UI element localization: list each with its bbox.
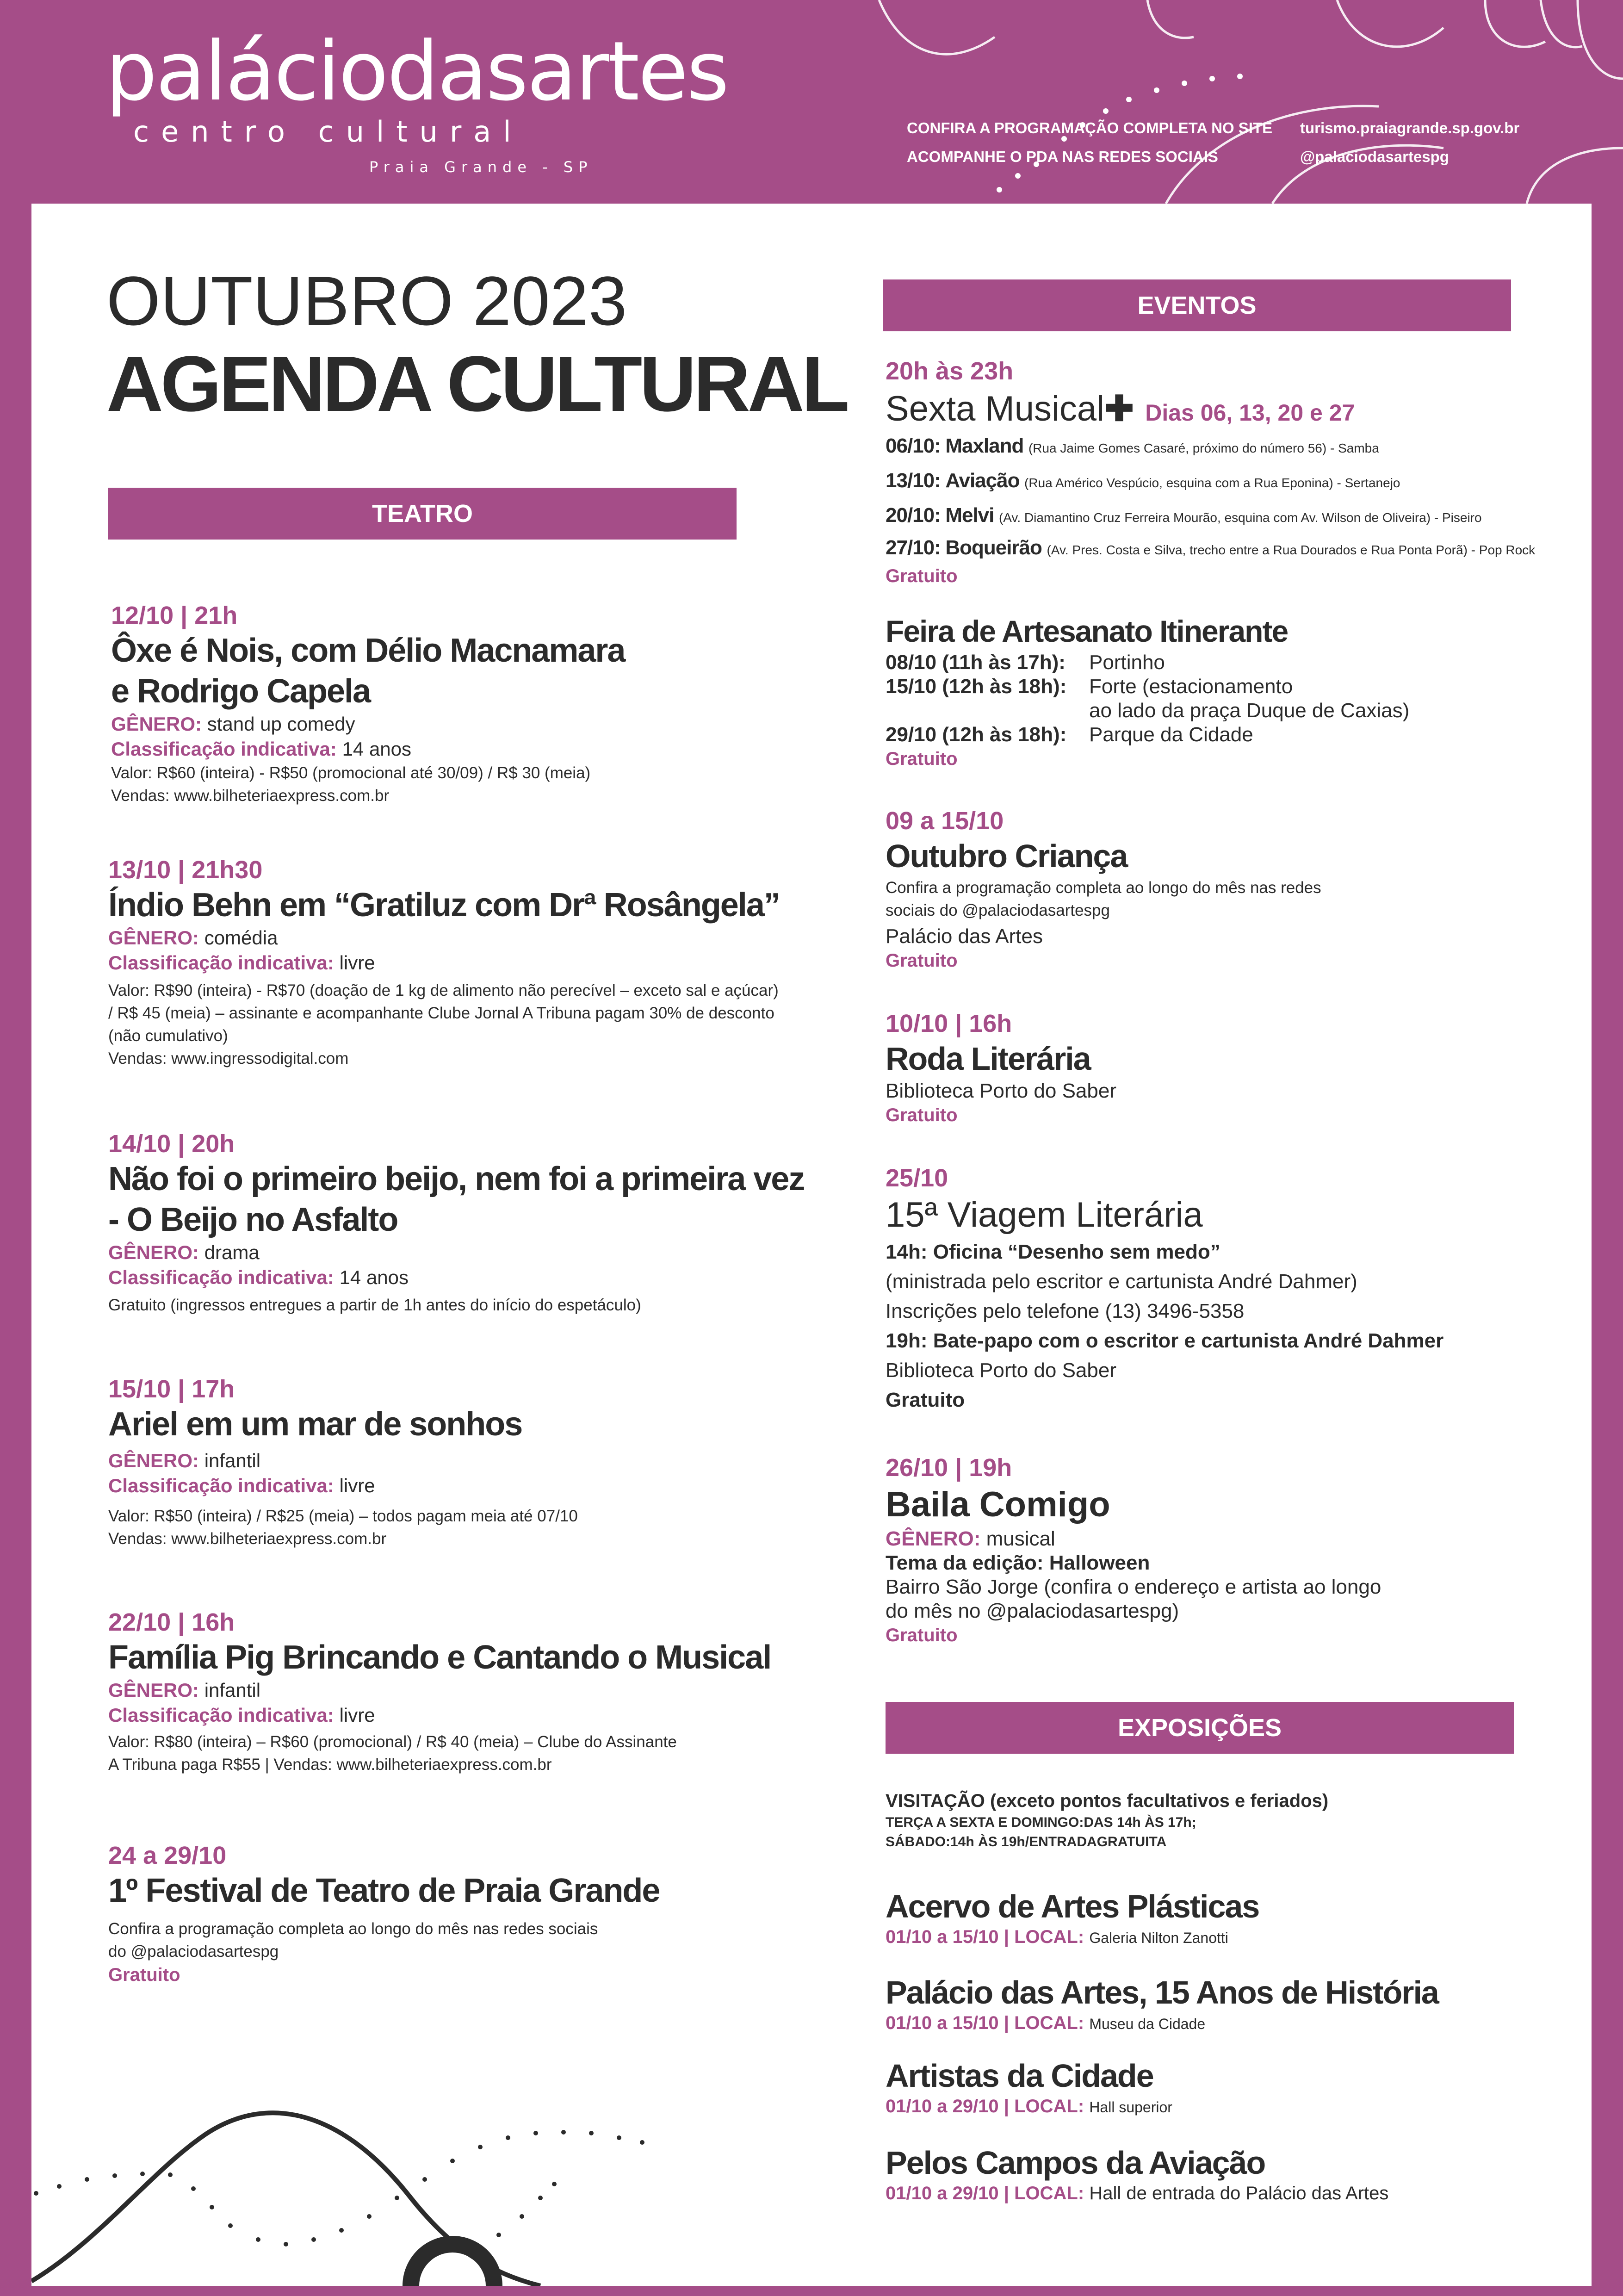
- visitation-line: SÁBADO:14h ÀS 19h/ENTRADAGRATUITA: [886, 1834, 1167, 1849]
- genre-value: infantil: [204, 1450, 261, 1471]
- exposicao-item: [886, 1887, 1561, 1949]
- detail-line: Valor: R$80 (inteira) – R$60 (promocional) / R$ 40 (meia) – Clube do Assinante: [108, 1733, 677, 1751]
- genre-label: GÊNERO:: [108, 1450, 199, 1471]
- exposicao-dates: 01/10 a 29/10: [886, 2183, 999, 2203]
- event-title: [108, 1870, 895, 1911]
- class-value: livre: [339, 1475, 375, 1496]
- local-label: | LOCAL:: [1004, 1927, 1084, 1947]
- detail-line: Vendas: www.bilheteriaexpress.com.br: [108, 1530, 387, 1548]
- event-genre: [111, 712, 898, 737]
- visitation-line: TERÇA A SEXTA E DOMINGO:DAS 14h ÀS 17h;: [886, 1815, 1196, 1830]
- event-title: Sexta Musical: [886, 389, 1105, 428]
- header-info-label: ACOMPANHE O PDA NAS REDES SOCIAIS: [907, 148, 1218, 165]
- detail-line: Valor: R$90 (inteira) - R$70 (doação de 1 kg de alimento não perecível – exceto sal e açúcar): [108, 981, 779, 999]
- exposicao-title: Artistas da Cidade: [886, 2058, 1153, 2094]
- exposicao-meta: [886, 2182, 1561, 2204]
- detail-line: Confira a programação completa ao longo do mês nas redes sociais: [108, 1920, 598, 1938]
- class-value: 14 anos: [339, 1266, 409, 1288]
- free-label: Gratuito: [886, 950, 958, 971]
- teatro-event: [108, 1129, 895, 1316]
- exposicao-local: Museu da Cidade: [1089, 2016, 1206, 2032]
- event-genre: [108, 1240, 895, 1265]
- header-info-value[interactable]: @palaciodasartespg: [1300, 148, 1449, 165]
- exposicao-meta: [886, 2012, 1561, 2035]
- exposicao-title: Pelos Campos da Aviação: [886, 2145, 1265, 2181]
- detail-line: Gratuito (ingressos entregues a partir de 1h antes do início do espetáculo): [108, 1296, 641, 1314]
- detail-line: / R$ 45 (meia) – assinante e acompanhante Clube Jornal A Tribuna pagam 30% de desconto: [108, 1004, 774, 1022]
- genre-label: GÊNERO:: [886, 1527, 981, 1550]
- genre-value: stand up comedy: [207, 713, 355, 735]
- venue-date: 27/10:: [886, 536, 941, 559]
- free-label: Gratuito: [886, 566, 958, 586]
- feira-when: 15/10 (12h às 18h):: [886, 675, 1067, 698]
- class-label: Classificação indicativa:: [108, 1704, 334, 1726]
- detail-line: sociais do @palaciodasartespg: [886, 901, 1110, 919]
- teatro-event: [111, 601, 898, 807]
- event-title-line: Ariel em um mar de sonhos: [108, 1406, 522, 1443]
- event-title-line: 1º Festival de Teatro de Praia Grande: [108, 1872, 660, 1909]
- event-line: do mês no @palaciodasartespg): [886, 1600, 1179, 1622]
- decorative-wave: [31, 1939, 911, 2286]
- event-details: [108, 1294, 895, 1316]
- genre-label: GÊNERO:: [111, 713, 202, 735]
- genre-value: comédia: [204, 927, 278, 949]
- header-info-row: [907, 143, 1519, 171]
- event-details: [108, 1505, 895, 1550]
- page-title: AGENDA CULTURAL: [106, 340, 847, 428]
- event-title-line: Índio Behn em “Gratiluz com Drª Rosângela”: [108, 887, 780, 924]
- event-date: 12/10 | 21h: [111, 602, 238, 629]
- class-value: livre: [339, 952, 375, 974]
- visitation-title: VISITAÇÃO (exceto pontos facultativos e feriados): [886, 1791, 1329, 1811]
- event-line: (ministrada pelo escritor e cartunista André Dahmer): [886, 1270, 1357, 1293]
- event-title: 15ª Viagem Literária: [886, 1195, 1203, 1235]
- event-date: 13/10 | 21h30: [108, 856, 263, 884]
- evento-baila-comigo: [886, 1453, 1561, 1647]
- visitation-info: [886, 1789, 1561, 1852]
- event-classification: [108, 1473, 895, 1498]
- venue-date: 13/10:: [886, 469, 941, 492]
- exposicao-dates: 01/10 a 15/10: [886, 2013, 999, 2033]
- event-classification: [111, 737, 898, 762]
- class-label: Classificação indicativa:: [108, 952, 334, 974]
- venue-row: [886, 499, 1561, 534]
- venue-detail: (Av. Diamantino Cruz Ferreira Mourão, esquina com Av. Wilson de Oliveira) - Piseiro: [998, 510, 1482, 525]
- class-value: 14 anos: [342, 738, 412, 760]
- event-line: 14h: Oficina “Desenho sem medo”: [886, 1241, 1220, 1263]
- exposicao-dates: 01/10 a 15/10: [886, 1927, 999, 1947]
- exposicao-local: Hall de entrada do Palácio das Artes: [1089, 2183, 1389, 2203]
- venue-row: [886, 430, 1561, 465]
- event-details: [886, 876, 1561, 922]
- logo-city: Praia Grande - SP: [369, 158, 593, 176]
- exposicao-title: Palácio das Artes, 15 Anos de História: [886, 1974, 1438, 2011]
- evento-feira: [886, 612, 1561, 771]
- detail-line: (não cumulativo): [108, 1027, 228, 1045]
- feira-where: Parque da Cidade: [1089, 723, 1253, 746]
- event-genre: [108, 1448, 895, 1473]
- content-panel: [31, 204, 1592, 2286]
- event-theme: Tema da edição: Halloween: [886, 1551, 1150, 1574]
- genre-label: GÊNERO:: [108, 1241, 199, 1263]
- detail-line: Confira a programação completa ao longo do mês nas redes: [886, 879, 1321, 897]
- local-label: | LOCAL:: [1004, 2183, 1084, 2203]
- event-classification: [108, 1703, 895, 1728]
- detail-line: Vendas: www.bilheteriaexpress.com.br: [111, 787, 390, 805]
- exposicao-item: [886, 1973, 1561, 2035]
- evento-roda-literaria: [886, 1009, 1561, 1127]
- venue-detail: (Rua Jaime Gomes Casaré, próximo do número 56) - Samba: [1028, 441, 1379, 455]
- event-line: Inscrições pelo telefone (13) 3496-5358: [886, 1300, 1245, 1322]
- event-title: [108, 1404, 895, 1445]
- venue-row: [886, 465, 1561, 499]
- header-info-row: [907, 114, 1519, 143]
- event-title: Feira de Artesanato Itinerante: [886, 614, 1288, 648]
- page-month: OUTUBRO 2023: [106, 262, 627, 340]
- event-date: 26/10 | 19h: [886, 1454, 1012, 1482]
- event-title-line: - O Beijo no Asfalto: [108, 1201, 398, 1238]
- eventos-heading: EVENTOS: [883, 279, 1511, 331]
- class-label: Classificação indicativa:: [108, 1475, 334, 1496]
- event-title-line: Família Pig Brincando e Cantando o Musical: [108, 1639, 771, 1676]
- event-classification: [108, 950, 895, 975]
- event-details: [108, 979, 895, 1070]
- venue-name: Maxland: [945, 434, 1024, 457]
- feira-when: 08/10 (11h às 17h):: [886, 651, 1065, 674]
- venue-date: 20/10:: [886, 504, 941, 527]
- detail-line: Valor: R$60 (inteira) - R$50 (promocional até 30/09) / R$ 30 (meia): [111, 764, 591, 782]
- local-label: | LOCAL:: [1004, 2096, 1084, 2116]
- class-value: livre: [339, 1704, 375, 1726]
- teatro-event: [108, 855, 895, 1070]
- event-date: 10/10 | 16h: [886, 1010, 1012, 1037]
- header-info-label: CONFIRA A PROGRAMAÇÃO COMPLETA NO SITE: [907, 119, 1273, 137]
- venue-detail: (Av. Pres. Costa e Silva, trecho entre a Rua Dourados e Rua Ponta Porã) - Pop Rock: [1047, 543, 1536, 557]
- logo-subtitle: centro cultural: [133, 115, 523, 149]
- feira-when: 29/10 (12h às 18h):: [886, 723, 1067, 746]
- header-info-value[interactable]: turismo.praiagrande.sp.gov.br: [1300, 119, 1520, 137]
- event-details: [108, 1917, 895, 1963]
- event-title: Outubro Criança: [886, 838, 1127, 874]
- event-genre: [108, 925, 895, 950]
- event-place: Biblioteca Porto do Saber: [886, 1359, 1116, 1382]
- event-title-line: Ôxe é Nois, com Délio Macnamara: [111, 632, 625, 669]
- event-title: Baila Comigo: [886, 1485, 1110, 1524]
- event-title: [111, 630, 898, 712]
- genre-value: musical: [986, 1527, 1055, 1550]
- teatro-event: [108, 1607, 895, 1776]
- genre-value: drama: [204, 1241, 260, 1263]
- event-classification: [108, 1265, 895, 1290]
- venue-detail: (Rua Américo Vespúcio, esquina com a Rua Eponina) - Sertanejo: [1024, 476, 1400, 490]
- free-label: Gratuito: [886, 1389, 965, 1411]
- event-time: 20h às 23h: [886, 357, 1014, 385]
- venue-date: 06/10:: [886, 434, 941, 457]
- logo: [105, 24, 728, 176]
- evento-sexta-musical: [886, 356, 1561, 588]
- event-title: Roda Literária: [886, 1041, 1090, 1077]
- free-label: Gratuito: [108, 1965, 180, 1985]
- event-date: 09 a 15/10: [886, 807, 1004, 835]
- teatro-event: [108, 1841, 895, 1987]
- event-details: [108, 1731, 895, 1776]
- venue-name: Aviação: [945, 469, 1020, 492]
- exposicao-item: [886, 2143, 1561, 2204]
- event-title-row: [886, 388, 1561, 430]
- feira-where: Portinho: [1089, 651, 1165, 674]
- genre-label: GÊNERO:: [108, 927, 199, 949]
- exposicao-meta: [886, 2095, 1561, 2118]
- teatro-heading: TEATRO: [108, 488, 737, 540]
- event-date: 14/10 | 20h: [108, 1130, 235, 1158]
- event-title: [108, 885, 895, 925]
- evento-viagem-literaria: [886, 1163, 1561, 1415]
- event-place: Biblioteca Porto do Saber: [886, 1080, 1116, 1102]
- event-date: 22/10 | 16h: [108, 1608, 235, 1636]
- exposicao-meta: [886, 1926, 1561, 1949]
- feira-row: [886, 651, 1561, 675]
- detail-line: do @palaciodasartespg: [108, 1942, 279, 1961]
- exposicao-item: [886, 2056, 1561, 2118]
- feira-row: [886, 699, 1561, 723]
- header-info: [907, 114, 1519, 171]
- genre-value: infantil: [204, 1679, 261, 1701]
- event-title-line: Não foi o primeiro beijo, nem foi a primeira vez: [108, 1160, 805, 1198]
- venue-row: [886, 534, 1561, 564]
- feira-where: Forte (estacionamento: [1089, 675, 1293, 698]
- event-date: 15/10 | 17h: [108, 1375, 235, 1403]
- exposicao-title: Acervo de Artes Plásticas: [886, 1888, 1259, 1924]
- event-line: Bairro São Jorge (confira o endereço e artista ao longo: [886, 1576, 1381, 1598]
- teatro-event: [108, 1374, 895, 1550]
- exposicao-local: Galeria Nilton Zanotti: [1089, 1930, 1228, 1946]
- header: [0, 0, 1623, 204]
- class-label: Classificação indicativa:: [108, 1266, 334, 1288]
- class-label: Classificação indicativa:: [111, 738, 337, 760]
- event-title: [108, 1637, 895, 1678]
- venue-name: Melvi: [945, 504, 994, 527]
- feira-row: [886, 723, 1561, 747]
- venue-name: Boqueirão: [945, 536, 1042, 559]
- evento-outubro-crianca: [886, 806, 1561, 973]
- exposicao-local: Hall superior: [1089, 2099, 1172, 2116]
- feira-row: [886, 675, 1561, 699]
- event-title-line: e Rodrigo Capela: [111, 673, 371, 710]
- event-title: [108, 1159, 895, 1240]
- detail-line: Vendas: www.ingressodigital.com: [108, 1049, 349, 1067]
- local-label: | LOCAL:: [1004, 2013, 1084, 2033]
- detail-line: A Tribuna paga R$55 | Vendas: www.bilheteriaexpress.com.br: [108, 1756, 552, 1774]
- event-genre: [886, 1527, 1561, 1551]
- event-date: 24 a 29/10: [108, 1842, 227, 1869]
- event-days: Dias 06, 13, 20 e 27: [1145, 400, 1355, 426]
- detail-line: Valor: R$50 (inteira) / R$25 (meia) – todos pagam meia até 07/10: [108, 1507, 578, 1525]
- logo-main: paláciodasartes: [105, 24, 728, 119]
- event-genre: [108, 1678, 895, 1703]
- free-label: Gratuito: [886, 1625, 958, 1645]
- event-date: 25/10: [886, 1164, 948, 1192]
- exposicao-dates: 01/10 a 29/10: [886, 2096, 999, 2116]
- event-line: 19h: Bate-papo com o escritor e cartunista André Dahmer: [886, 1329, 1444, 1352]
- event-details: [111, 762, 898, 807]
- exposicoes-heading: EXPOSIÇÕES: [886, 1702, 1514, 1754]
- event-place: Palácio das Artes: [886, 925, 1043, 948]
- plus-icon: ✚: [1104, 389, 1134, 428]
- free-label: Gratuito: [886, 1105, 958, 1125]
- free-label: Gratuito: [886, 749, 958, 769]
- feira-where: ao lado da praça Duque de Caxias): [1089, 699, 1410, 722]
- genre-label: GÊNERO:: [108, 1679, 199, 1701]
